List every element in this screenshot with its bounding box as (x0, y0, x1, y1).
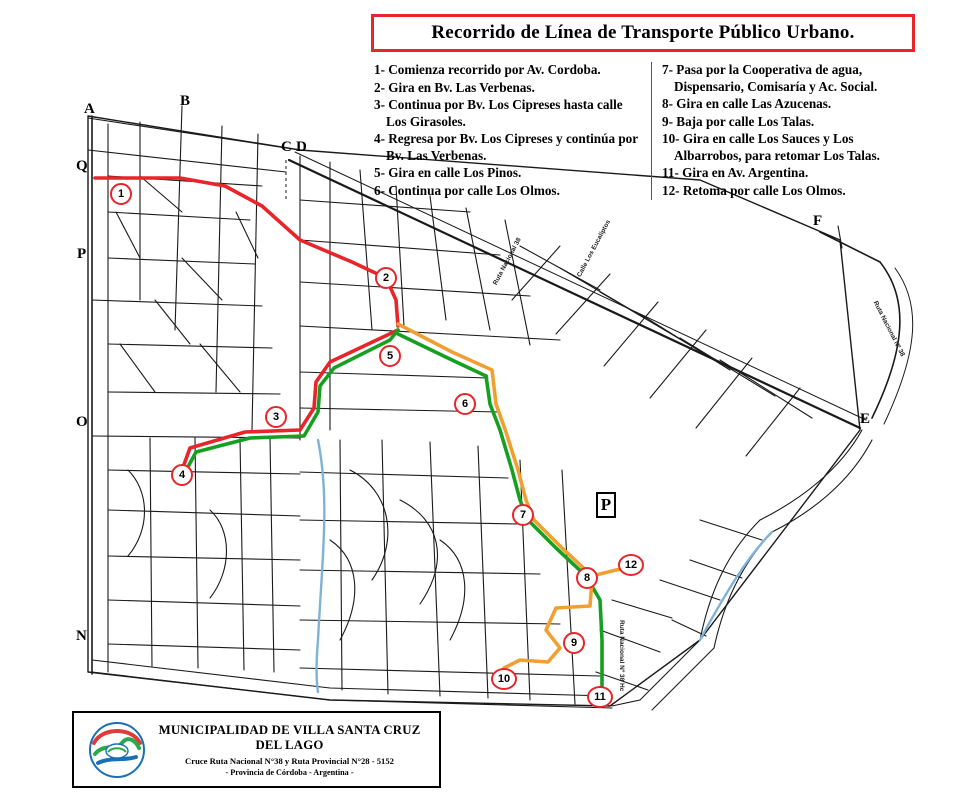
route-marker-1[interactable]: 1 (110, 183, 132, 205)
legend-item: 3- Continua por Bv. Los Cipreses hasta calle Los Girasoles. (374, 97, 623, 129)
municipality-logo-icon (86, 721, 148, 779)
legend-item: 7- Pasa por la Cooperativa de agua, Dispensario, Comisaría y Ac. Social. (661, 62, 878, 94)
legend-item: 8- Gira en calle Las Azucenas. (661, 96, 832, 111)
route-marker-10[interactable]: 10 (491, 668, 517, 690)
legend-item: 5- Gira en calle Los Pinos. (374, 165, 522, 180)
edge-label-e: E (860, 411, 871, 427)
edge-label-f: F (813, 213, 823, 229)
street-label-calle-los-eucaliptos: Calle Los Eucaliptos (576, 218, 613, 279)
legend-item: 9- Baja por calle Los Talas. (661, 113, 815, 129)
edge-label-p: P (77, 246, 87, 262)
edge-label-o: O (76, 414, 88, 430)
street-label-ruta-nacional-38-sur: Ruta Nacional Nº 38 Hc (618, 620, 625, 692)
edge-label-b: B (180, 93, 191, 109)
municipality-address: Cruce Ruta Nacional N°38 y Ruta Provincial N°28 - 5152 (185, 755, 394, 766)
legend-item: 1- Comienza recorrido por Av. Cordoba. (374, 62, 601, 77)
edge-label-d: D (296, 139, 307, 155)
route-marker-8[interactable]: 8 (576, 567, 598, 589)
route-marker-11[interactable]: 11 (587, 686, 613, 708)
page-title: Recorrido de Línea de Transporte Público Urbano. (431, 22, 855, 43)
route-marker-4[interactable]: 4 (171, 464, 193, 486)
legend-item: 10- Gira en calle Los Sauces y Los Albarrobos, para retomar Los Talas. (661, 131, 880, 163)
edge-label-q: Q (76, 158, 88, 174)
street-label-ruta-nacional-38-este: Ruta Nacional Nº 38 (871, 300, 906, 358)
legend-item: 12- Retoma por calle Los Olmos. (661, 182, 846, 198)
route-marker-12[interactable]: 12 (618, 554, 644, 576)
route-marker-9[interactable]: 9 (563, 632, 585, 654)
map-title-box (371, 14, 915, 52)
legend-item: 6- Continua por calle Los Olmos. (374, 182, 560, 198)
municipality-province: - Provincia de Córdoba - Argentina - (225, 767, 354, 777)
route-marker-7[interactable]: 7 (512, 504, 534, 526)
route-marker-5[interactable]: 5 (379, 345, 401, 367)
route-marker-6[interactable]: 6 (454, 393, 476, 415)
legend-item: 4- Regresa por Bv. Los Cipreses y continúa por Bv. Las Verbenas. (374, 131, 638, 163)
parking-icon: P (596, 492, 616, 518)
street-label-ruta-nacional-38: Ruta Nacional 38 (492, 236, 523, 287)
legend-item: 2- Gira en Bv. Las Verbenas. (374, 79, 535, 95)
legend-column-right (651, 62, 919, 200)
legend-column-left (374, 62, 641, 200)
edge-label-a: A (84, 101, 95, 117)
route-marker-3[interactable]: 3 (265, 406, 287, 428)
edge-label-c: C (281, 139, 292, 155)
route-legend (374, 62, 919, 200)
legend-item: 11- Gira en Av. Argentina. (661, 165, 809, 180)
municipality-name: MUNICIPALIDAD DE VILLA SANTA CRUZ DEL LAGO (158, 722, 421, 752)
municipality-plate (72, 711, 441, 788)
route-marker-2[interactable]: 2 (375, 267, 397, 289)
edge-label-n: N (76, 628, 87, 644)
municipality-text (148, 723, 439, 777)
